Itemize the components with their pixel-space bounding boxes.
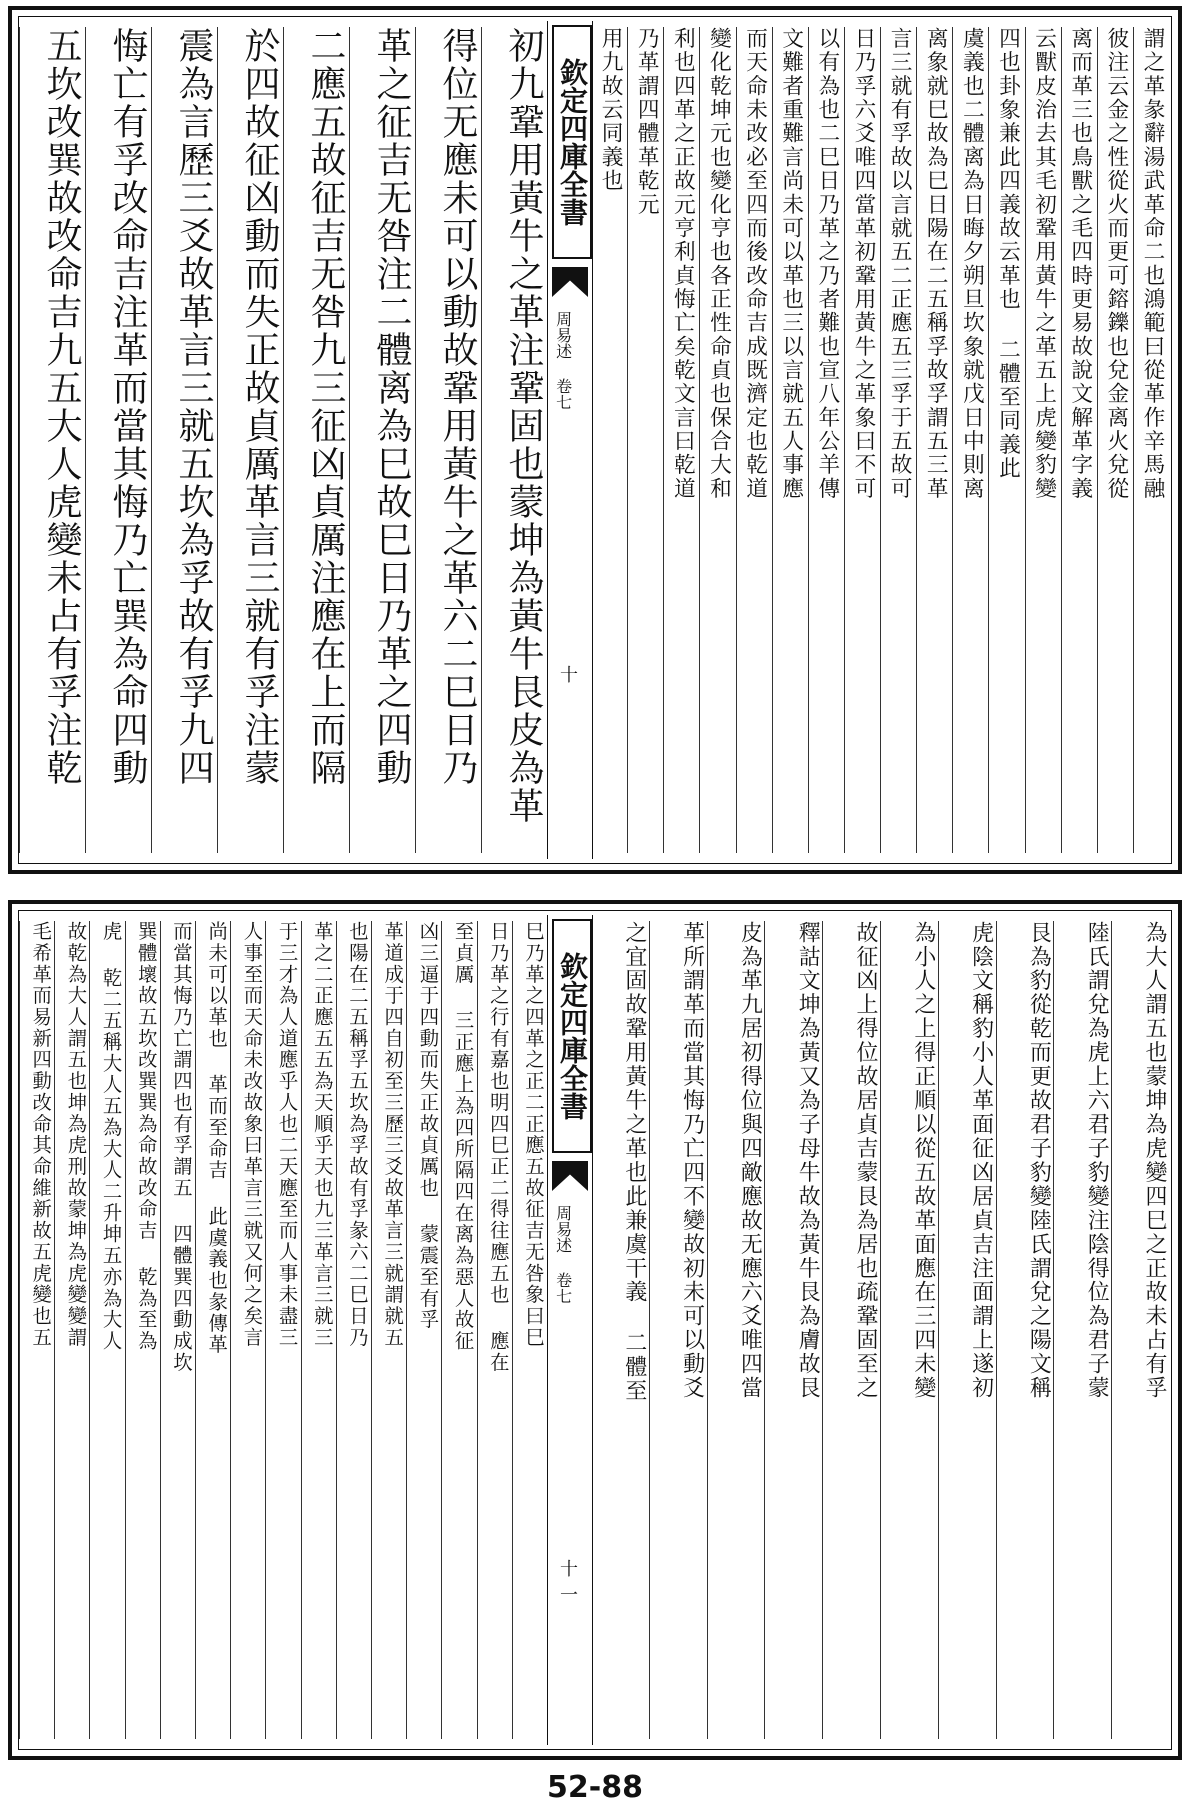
- text-column: 悔亡有孚改命吉注革而當其悔乃亡巽為命四動: [85, 27, 151, 853]
- book-name: 周易述: [553, 311, 573, 359]
- text-column: 五坎改巽故改命吉九五大人虎變未占有孚注乾: [19, 27, 85, 853]
- fishtail-mark-icon: [552, 1161, 588, 1191]
- top-page-frame: [18, 16, 1172, 864]
- text-column: 利也四革之正故元亨利貞悔亡矣乾文言曰乾道: [663, 27, 699, 853]
- text-column: 虎 乾二五稱大人五為大人二升坤五亦為大人: [89, 921, 124, 1739]
- page-footer-number: 52-88: [547, 1770, 643, 1805]
- text-column: 於四故征凶動而失正故貞厲革言三就有孚注蒙: [217, 27, 283, 853]
- text-column: 也陽在二五稱孚五坎為孚故有孚彖六二巳日乃: [336, 921, 371, 1739]
- text-column: 言三就有孚故以言就五二正應五三孚于五故可: [880, 27, 916, 853]
- center-fold-margin: [547, 915, 593, 1745]
- text-column: 謂之革彖辭湯武革命二也鴻範曰從革作辛馬融: [1133, 27, 1169, 853]
- text-column: 彼注云金之性從火而更可鎔鑠也兌金离火兌從: [1097, 27, 1133, 853]
- text-column: 而當其悔乃亡謂四也有孚謂五 四體巽四動成坎: [160, 921, 195, 1739]
- text-column: 乃革謂四體革乾元: [627, 27, 663, 853]
- bottom-page: [8, 900, 1182, 1760]
- text-column: 之宜固故鞏用黃牛之革也此兼虞干義 二體至: [591, 921, 649, 1739]
- folio-number: 十一: [560, 1559, 578, 1606]
- text-column: 虎陰文稱豹小人革面征凶居貞吉注面謂上遂初: [938, 921, 996, 1739]
- fishtail-mark-icon: [552, 267, 588, 297]
- text-column: 以有為也二巳日乃革之乃者難也宣八年公羊傳: [808, 27, 844, 853]
- top-page: [8, 6, 1182, 874]
- text-column: 虞義也二體离為日晦夕朔旦坎象就戊日中則离: [952, 27, 988, 853]
- book-title: 欽定四庫全書: [552, 919, 592, 1153]
- text-column: 陸氏謂兌為虎上六君子豹變注陰得位為君子蒙: [1053, 921, 1111, 1739]
- text-column: 日乃孚六爻唯四當革初鞏用黃牛之革象曰不可: [844, 27, 880, 853]
- text-column: 离象就巳故為巳日陽在二五稱孚故孚謂五三革: [916, 27, 952, 853]
- text-column: 云獸皮治去其毛初鞏用黃牛之革五上虎變豹變: [1025, 27, 1061, 853]
- text-column: 革道成于四自初至三歷三爻故革言三就謂就五: [371, 921, 406, 1739]
- text-column: 為大人謂五也蒙坤為虎變四巳之正故未占有孚: [1111, 921, 1169, 1739]
- text-column: 得位无應未可以動故鞏用黃牛之革六二巳日乃: [415, 27, 481, 853]
- volume-label: 卷七: [553, 378, 573, 410]
- text-column: 為小人之上得正順以從五故革面應在三四未變: [880, 921, 938, 1739]
- text-column: 毛希革而易新四動改命其命維新故五虎變也五: [19, 921, 54, 1739]
- bottom-page-frame: [18, 910, 1172, 1750]
- text-column: 于三才為人道應乎人也二天應至而人事未盡三: [265, 921, 300, 1739]
- text-column: 革之征吉无咎注二體离為巳故巳日乃革之四動: [349, 27, 415, 853]
- text-column: 皮為革九居初得位與四敵應故无應六爻唯四當: [707, 921, 765, 1739]
- text-column: 日乃革之行有嘉也明四巳正二得往應五也 應在: [477, 921, 512, 1739]
- text-column: 艮為豹從乾而更故君子豹變陸氏謂兌之陽文稱: [996, 921, 1054, 1739]
- text-column: 變化乾坤元也變化亨也各正性命貞也保合大和: [699, 27, 735, 853]
- text-column: 用九故云同義也: [591, 27, 627, 853]
- text-column: 而天命未改必至四而後改命吉成既濟定也乾道: [736, 27, 772, 853]
- text-column: 革之二正應五五為天順乎天也九三革言三就三: [301, 921, 336, 1739]
- book-title: 欽定四庫全書: [552, 25, 592, 259]
- text-column: 故乾為大人謂五也坤為虎刑故蒙坤為虎變變謂: [54, 921, 89, 1739]
- text-column: 初九鞏用黃牛之革注鞏固也蒙坤為黃牛艮皮為革: [481, 27, 547, 853]
- text-column: 巳乃革之四革之正二正應五故征吉无咎象曰巳: [512, 921, 547, 1739]
- folio-number: 十: [560, 665, 578, 686]
- text-column: 至貞厲 三正應上為四所隔四在离為惡人故征: [441, 921, 476, 1739]
- center-fold-margin: [547, 21, 593, 859]
- book-volume: [554, 1205, 572, 1304]
- text-column: 文難者重難言尚未可以革也三以言就五人事應: [772, 27, 808, 853]
- text-column: 凶三逼于四動而失正故貞厲也 蒙震至有孚: [406, 921, 441, 1739]
- text-column: 革所謂革而當其悔乃亡四不變故初未可以動爻: [649, 921, 707, 1739]
- text-column: 二應五故征吉无咎九三征凶貞厲注應在上而隔: [283, 27, 349, 853]
- text-column: 人事至而天命未改故象曰革言三就又何之矣言: [230, 921, 265, 1739]
- book-name: 周易述: [553, 1205, 573, 1253]
- text-column: 震為言歷三爻故革言三就五坎為孚故有孚九四: [151, 27, 217, 853]
- book-volume: [554, 311, 572, 410]
- volume-label: 卷七: [553, 1272, 573, 1304]
- text-column: 釋詁文坤為黃又為子母牛故為黃牛艮為膚故艮: [764, 921, 822, 1739]
- text-column: 巽體壞故五坎改巽巽為命故改命吉 乾為至為: [125, 921, 160, 1739]
- text-column: 四也卦象兼此四義故云革也 二體至同義此: [988, 27, 1024, 853]
- text-column: 故征凶上得位故居貞吉蒙艮為居也疏鞏固至之: [822, 921, 880, 1739]
- text-column: 离而革三也鳥獸之毛四時更易故說文解革字義: [1061, 27, 1097, 853]
- text-column: 尚未可以革也 革而至命吉 此虞義也彖傳革: [195, 921, 230, 1739]
